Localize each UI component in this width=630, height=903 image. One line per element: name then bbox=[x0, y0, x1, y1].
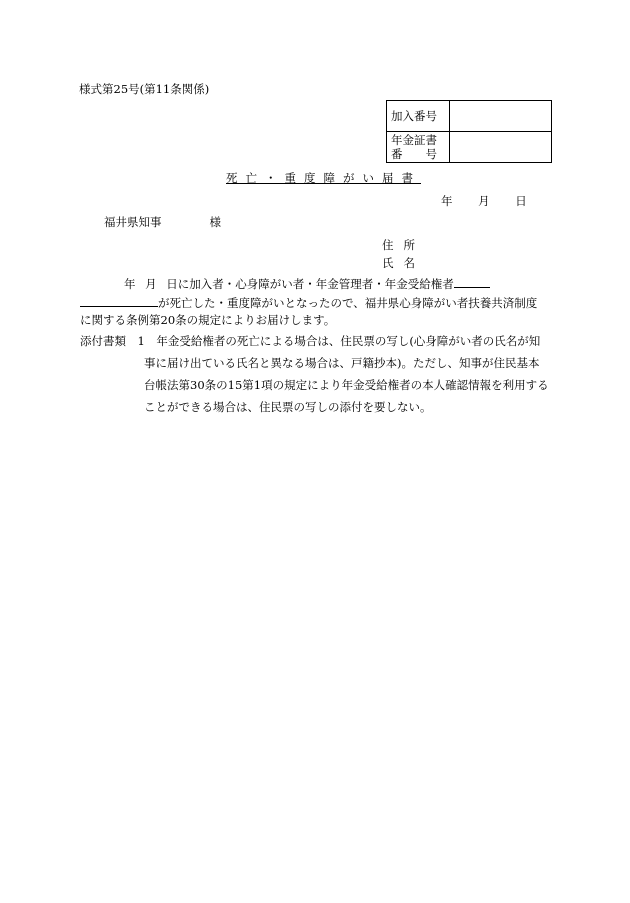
declaration-line-3: に関する条例第20条の規定によりお届けします。 bbox=[80, 313, 336, 327]
pension-certificate-label-line1: 年金証書 bbox=[391, 133, 437, 147]
document-title: 死亡・重度障がい届書 bbox=[226, 171, 421, 185]
address-label: 住所 bbox=[382, 238, 425, 252]
subject-name-blank-1[interactable] bbox=[454, 275, 490, 288]
addressee bbox=[104, 214, 221, 230]
addressee-name: 福井県知事 bbox=[104, 215, 162, 229]
attachments-line-1: 添付書類 1 年金受給権者の死亡による場合は、住民票の写し(心身障がい者の氏名が知 bbox=[80, 334, 541, 348]
addressee-honorific: 様 bbox=[209, 215, 221, 229]
attachments-line-2: 事に届け出ている氏名と異なる場合は、戸籍抄本)。ただし、知事が住民基本 bbox=[144, 356, 540, 370]
subject-name-blank-2[interactable] bbox=[80, 294, 158, 307]
declaration-line-1: 年 月 日に加入者・心身障がい者・年金管理者・年金受給権者 bbox=[124, 277, 454, 291]
date-line[interactable]: 年 月 日 bbox=[441, 194, 527, 208]
attachments-line-4: ことができる場合は、住民票の写しの添付を要しない。 bbox=[144, 400, 432, 414]
pension-certificate-number-field[interactable] bbox=[450, 132, 552, 163]
name-label: 氏名 bbox=[382, 256, 425, 270]
pension-certificate-number-label bbox=[387, 132, 450, 163]
enrollment-number-field[interactable] bbox=[450, 101, 552, 132]
enrollment-number-label: 加入番号 bbox=[387, 101, 450, 132]
declaration-line-2: が死亡した・重度障がいとなったので、福井県心身障がい者扶養共済制度 bbox=[158, 295, 538, 310]
form-number: 様式第25号(第11条関係) bbox=[79, 82, 210, 96]
attachments-section bbox=[80, 330, 550, 418]
declaration-text bbox=[80, 275, 550, 330]
number-table bbox=[386, 100, 552, 163]
pension-certificate-label-line2: 番 号 bbox=[391, 147, 437, 161]
attachments-line-3: 台帳法第30条の15第1項の規定により年金受給権者の本人確認情報を利用する bbox=[144, 378, 549, 392]
